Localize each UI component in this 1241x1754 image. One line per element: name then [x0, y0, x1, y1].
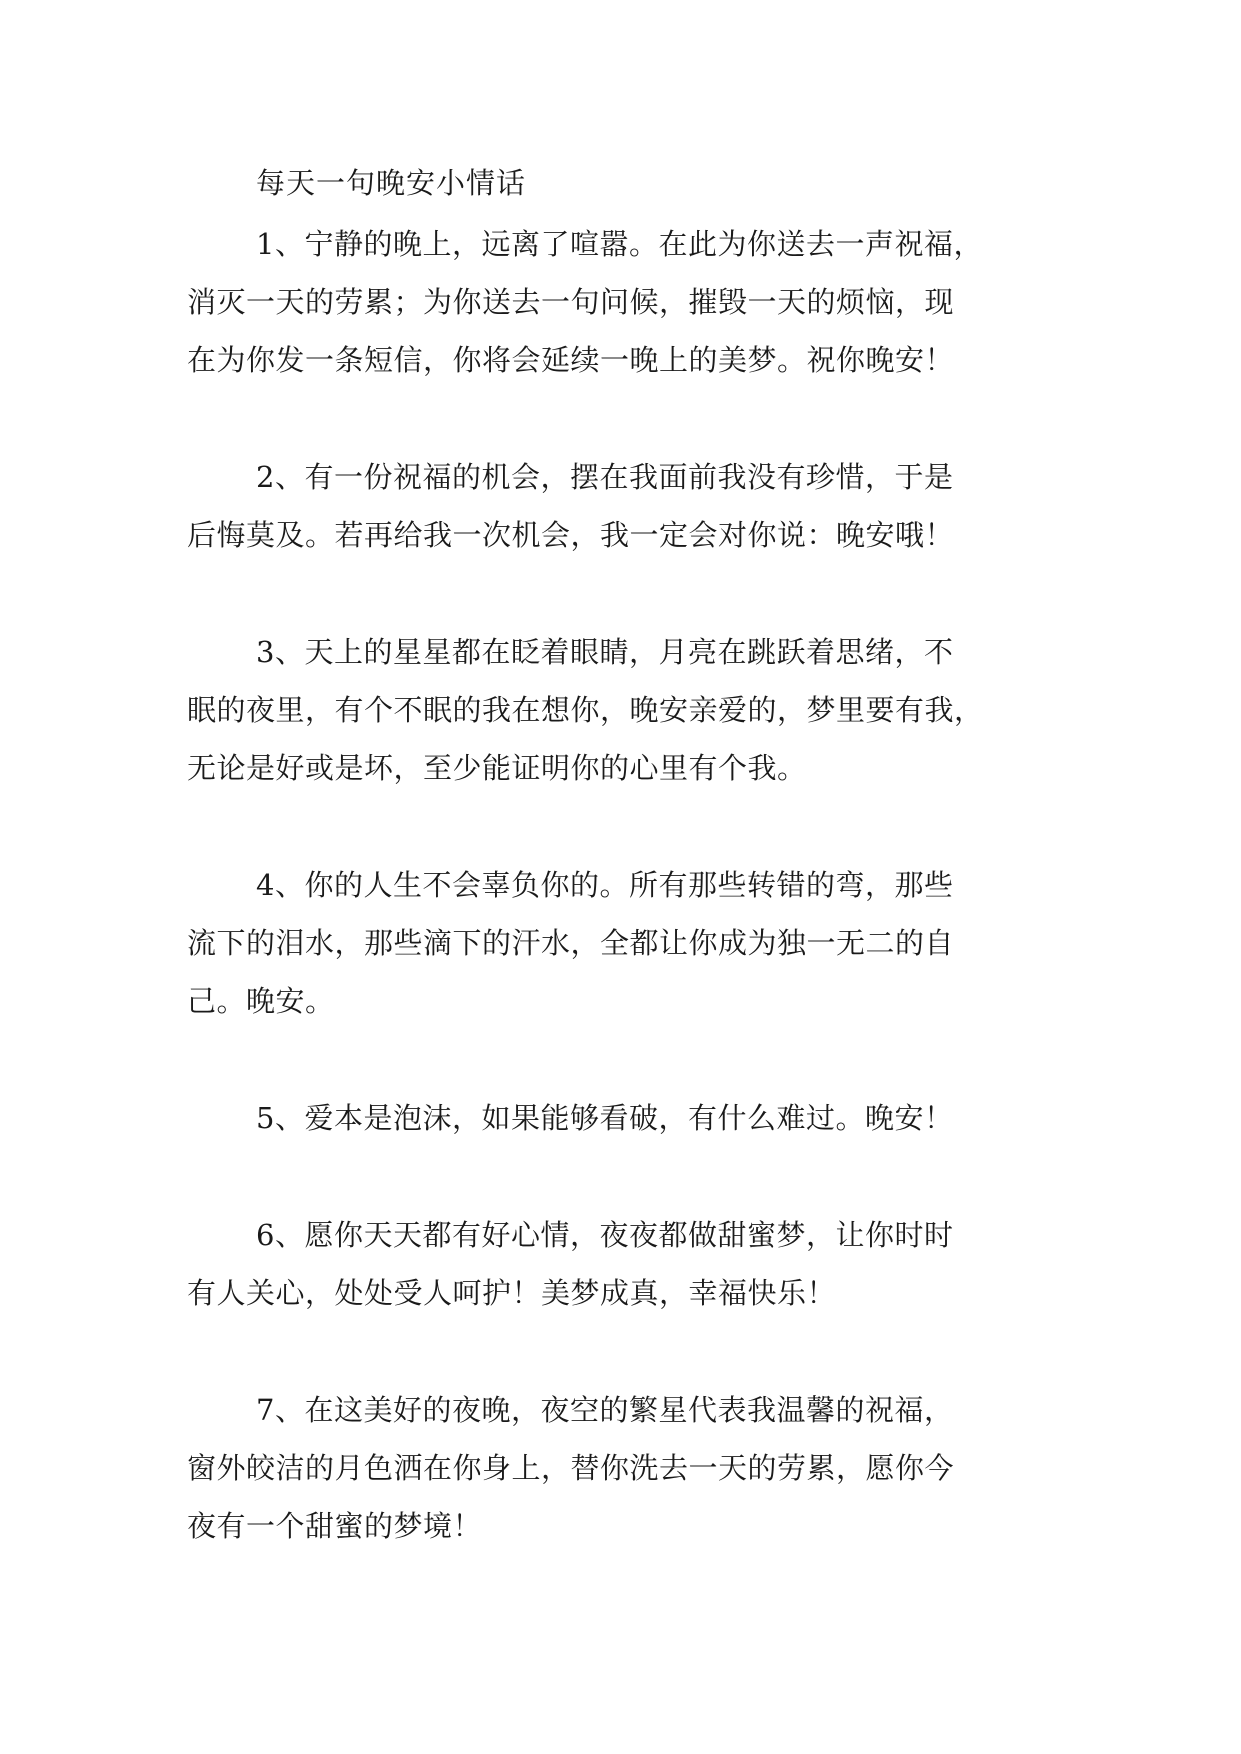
- item-3-line-3: 无论是好或是坏，至少能证明你的心里有个我。: [187, 751, 807, 785]
- item-4-line-2: 流下的泪水，那些滴下的汗水，全都让你成为独一无二的自: [187, 926, 955, 960]
- item-6-line-1: 6、愿你天天都有好心情，夜夜都做甜蜜梦，让你时时: [256, 1218, 954, 1252]
- item-1-line-2: 消灭一天的劳累；为你送去一句问候，摧毁一天的烦恼，现: [187, 285, 955, 319]
- document-title: 每天一句晚安小情话: [256, 166, 527, 200]
- item-4-line-3: 己。晚安。: [187, 984, 335, 1018]
- item-3-line-2: 眠的夜里，有个不眠的我在想你，晚安亲爱的，梦里要有我，: [187, 693, 984, 727]
- item-5-line-1: 5、爱本是泡沫，如果能够看破，有什么难过。晚安！: [256, 1101, 954, 1135]
- item-6-line-2: 有人关心，处处受人呵护！美梦成真，幸福快乐！: [187, 1276, 837, 1310]
- item-1-line-1: 1、宁静的晚上，远离了喧嚣。在此为你送去一声祝福，: [256, 227, 983, 261]
- item-2-line-1: 2、有一份祝福的机会，摆在我面前我没有珍惜，于是: [256, 460, 954, 494]
- item-3-line-1: 3、天上的星星都在眨着眼睛，月亮在跳跃着思绪，不: [256, 635, 954, 669]
- item-7-line-1: 7、在这美好的夜晚，夜空的繁星代表我温馨的祝福，: [256, 1393, 954, 1427]
- item-2-line-2: 后悔莫及。若再给我一次机会，我一定会对你说：晚安哦！: [187, 518, 955, 552]
- item-7-line-3: 夜有一个甜蜜的梦境！: [187, 1509, 483, 1543]
- item-1-line-3: 在为你发一条短信，你将会延续一晚上的美梦。祝你晚安！: [187, 343, 955, 377]
- item-4-line-1: 4、你的人生不会辜负你的。所有那些转错的弯，那些: [256, 868, 954, 902]
- item-7-line-2: 窗外皎洁的月色洒在你身上，替你洗去一天的劳累，愿你今: [187, 1451, 955, 1485]
